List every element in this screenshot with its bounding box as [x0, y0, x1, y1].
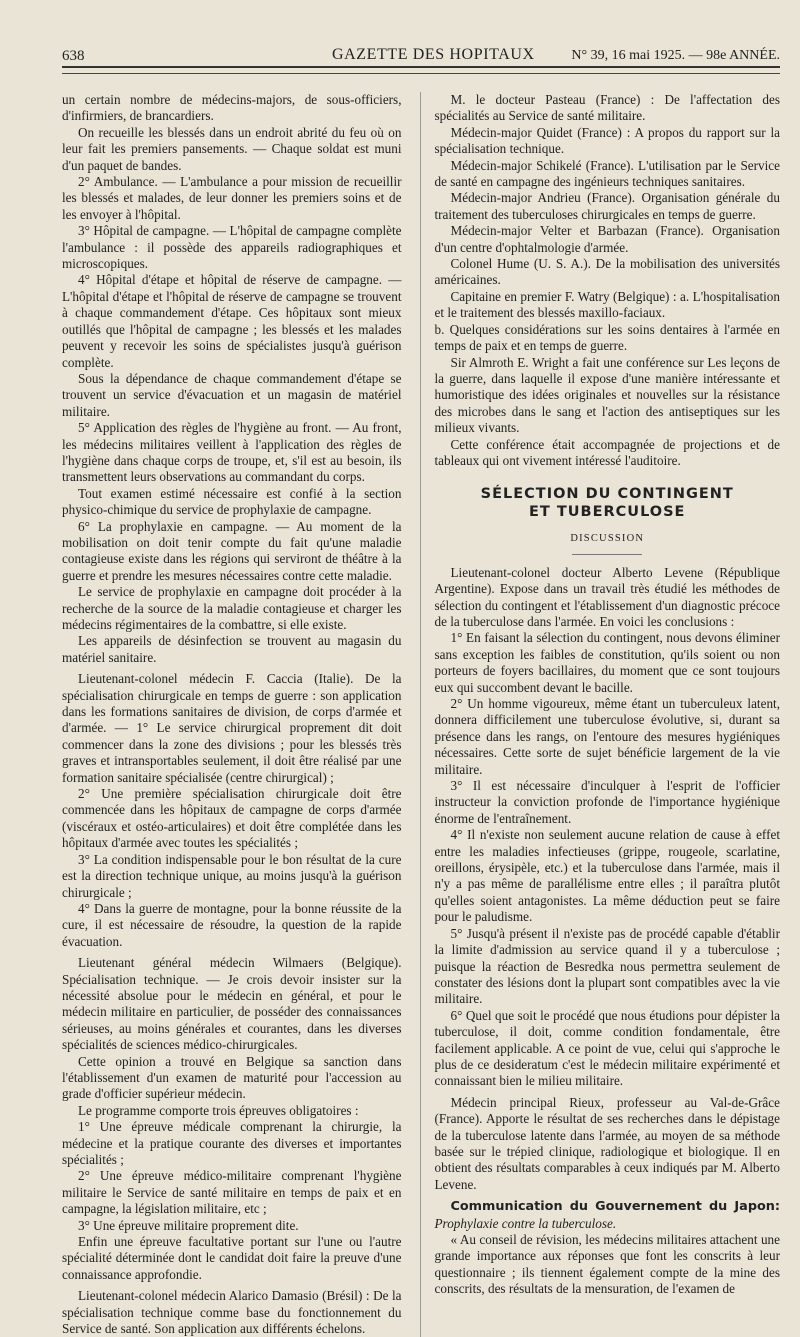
- paragraph: Capitaine en premier F. Watry (Belgique) : a. L'hospitalisation et le traitement des blessés maxillo-faciaux.: [434, 288, 780, 321]
- communication-heading: [435, 1198, 781, 1232]
- paragraph: Médecin-major Velter et Barbazan (France). Organisation d'un centre d'ophtalmologie d'armée.: [434, 223, 780, 255]
- paragraph: Cette opinion a trouvé en Belgique sa sanction dans l'établissement d'un examen de maturité pour l'accession au grade d'officier supérieur médecin.: [62, 1053, 402, 1102]
- paragraph: Enfin une épreuve facultative portant sur l'une ou l'autre spécialité déterminée dont le candidat doit faire la preuve d'une connaissance approfondie.: [62, 1234, 402, 1282]
- paragraph: un certain nombre de médecins-majors, de sous-officiers, d'infirmiers, de brancardiers.: [62, 92, 402, 124]
- paragraph: 3° La condition indispensable pour le bon résultat de la cure est la direction technique unique, au moins jusqu'à la guérison chirurgicale ;: [62, 851, 402, 900]
- paragraph: Sous la dépendance de chaque commandement d'étape se trouvent un service d'évacuation et un magasin de matériel militaire.: [62, 370, 402, 419]
- section-title: SÉLECTION DU CONTINGENT ET TUBERCULOSE: [480, 486, 734, 521]
- paragraph: Lieutenant-colonel médecin F. Caccia (Italie). De la spécialisation chirurgicale en temps de guerre : son application dans les formations sanitaires de division, de corps d'armée et d'armée. — 1° Le service chirurgical proprement dit doit commencer dans la zone des divisions ; pour les blessés très graves et intransportables seulement, il doit être réalisé par une formation sanitaire spécialisée (centre chirurgical) ;: [62, 671, 402, 785]
- paragraph: 6° Quel que soit le procédé que nous étudions pour dépister la tuberculose, il doit, comme condition fondamentale, être facilement applicable. A ce point de vue, celui qui s'approche le plus de ce desideratum c'est le médecin militaire expérimenté et connaissant bien le milieu militaire.: [434, 1007, 780, 1089]
- paragraph: 5° Application des règles de l'hygiène au front. — Au front, les médecins militaires veillent à l'application des règles de l'hygiène dans chaque corps de troupe, et, s'il est au besoin, ils transmettent leurs observations au commandant du corps.: [62, 420, 402, 485]
- paragraph: 4° Dans la guerre de montagne, pour la bonne réussite de la cure, il est nécessaire de résoudre, la question de la rapide évacuation.: [62, 900, 402, 949]
- paragraph: 6° La prophylaxie en campagne. — Au moment de la mobilisation on doit tenir compte du fait qu'une maladie contagieuse existe dans les régions qui serviront de théâtre à la guerre et prendre les mesures nécessaires contre cette maladie.: [62, 518, 402, 583]
- header-rule: [62, 71, 780, 74]
- page-header: [62, 0, 780, 68]
- paragraph: 4° Hôpital d'étape et hôpital de réserve de campagne. — L'hôpital d'étape et l'hôpital de réserve de campagne se trouvent à chaque commandement d'étape. Ces hôpitaux sont mieux outillés que l'hôpital de campagne ; les blessés et les malades peuvent y recevoir les soins de spécialistes jusqu'à guérison complète.: [62, 272, 402, 370]
- communication-title: Prophylaxie contre la tuberculose.: [434, 1215, 617, 1231]
- page-number: 638: [62, 48, 85, 64]
- paragraph: Le programme comporte trois épreuves obligatoires :: [78, 1102, 359, 1118]
- paragraph: Lieutenant-colonel docteur Alberto Levene (République Argentine). Expose dans un travail très étudié les méthodes de sélection du contingent et l'établissement d'un diagnostic précoce de la tuberculose dans l'armée. En voici les conclusions :: [434, 564, 780, 629]
- paragraph: On recueille les blessés dans un endroit abrité du feu où on leur fait les premiers pansements. — Chaque soldat est muni d'un paquet de bandes.: [62, 124, 402, 173]
- paragraph: b. Quelques considérations sur les soins dentaires à l'armée en temps de paix et en temps de guerre.: [434, 321, 780, 354]
- section-divider: [572, 554, 642, 555]
- section-subtitle: DISCUSSION: [570, 533, 645, 545]
- paragraph: M. le docteur Pasteau (France) : De l'affectation des spécialités au Service de santé militaire.: [434, 92, 780, 124]
- paragraph: 2° Ambulance. — L'ambulance a pour mission de recueillir les blessés et malades, de leur donner les premiers soins et de les envoyer à l'hôpital.: [62, 174, 402, 222]
- paragraph: Cette conférence était accompagnée de projections et de tableaux qui ont vivement intéressé l'auditoire.: [434, 436, 780, 468]
- paragraph: Tout examen estimé nécessaire est confié à la section physico-chimique du service de prophylaxie de campagne.: [62, 485, 402, 518]
- paragraph: « Au conseil de révision, les médecins militaires attachent une grande importance aux réponses que font les conscrits à leur questionnaire ; ils tiennent également compte de la mine des conscrits, des résultats de la mensuration, de l'examen de: [434, 1232, 780, 1297]
- paragraph: Colonel Hume (U. S. A.). De la mobilisation des universités américaines.: [434, 256, 780, 288]
- communication-lead: Communication du Gouvernement du Japon:: [450, 1199, 780, 1215]
- paragraph: 2° Une épreuve médico-militaire comprenant l'hygiène militaire le Service de santé militaire en temps de paix et en campagne, la législation militaire, etc ;: [62, 1168, 402, 1217]
- paragraph: 2° Un homme vigoureux, même étant un tuberculeux latent, donnera difficilement une tuberculose évolutive, si, durant sa présence dans les rangs, on l'entoure des mesures hygiéniques nécessaires. Cette sorte de sujet bénéficie largement de la vie militaire.: [434, 696, 780, 777]
- right-column: [420, 92, 781, 1337]
- paragraph: 1° En faisant la sélection du contingent, nous devons éliminer sans exception les faibles de constitution, qu'ils soient ou non porteurs de foyers bacillaires, du moment que ce sont toujours eux qui succombent devant le bacille.: [434, 630, 780, 695]
- paragraph: 3° Une épreuve militaire proprement dite.: [78, 1217, 299, 1233]
- paragraph: Médecin-major Quidet (France) : A propos du rapport sur la spécialisation technique.: [434, 124, 780, 157]
- paragraph: 5° Jusqu'à présent il n'existe pas de procédé capable d'établir la limite d'admission au service quand il y a tuberculose ; puisque la réaction de Besredka nous permettra seulement de constater des lésions dont la plupart sont compatibles avec la vie militaire.: [434, 925, 780, 1007]
- paragraph: 2° Une première spécialisation chirurgicale doit être commencée dans les hôpitaux de campagne de corps d'armée (viscéraux et ostéo-articulaires) et doit être complétée dans les hôpitaux d'armée avec toutes les spécialités ;: [62, 786, 402, 851]
- paragraph: 3° Il est nécessaire d'inculquer à l'esprit de l'officier instructeur la conviction profonde de l'importance hygiénique énorme de l'entraînement.: [434, 778, 780, 826]
- journal-title: GAZETTE DES HOPITAUX: [332, 46, 535, 63]
- paragraph: Médecin principal Rieux, professeur au Val-de-Grâce (France). Apporte le résultat de ses recherches dans le dépistage de la tuberculose latente dans l'armée, au moyen de sa méthode basée sur le trépied clinique, radiologique et biologique. Il en obtient des résultats comparables à ceux indiqués par M. Alberto Levene.: [434, 1094, 780, 1192]
- paragraph: Lieutenant-colonel médecin Alarico Damasio (Brésil) : De la spécialisation technique comme base du fonctionnement du Service de santé. Son application aux différents échelons.: [62, 1288, 402, 1337]
- paragraph: Médecin-major Schikelé (France). L'utilisation par le Service de santé en campagne des ingénieurs techniques sanitaires.: [434, 157, 780, 190]
- paragraph: Lieutenant général médecin Wilmaers (Belgique). Spécialisation technique. — Je crois devoir insister sur la nécessité absolue pour le médecin en général, et pour le médecin militaire en particulier, de posséder des connaissances sérieuses, au moins générales et courantes, dans les diverses spécialités de sciences médico-chirurgicales.: [62, 955, 402, 1053]
- paragraph: 1° Une épreuve médicale comprenant la chirurgie, la médecine et la pratique courante des diverses et importantes spécialités ;: [62, 1119, 402, 1167]
- paragraph: 4° Il n'existe non seulement aucune relation de cause à effet entre les maladies infectieuses (grippe, rougeole, scarlatine, oreillons, érysipèle, etc.) et la tuberculose dans l'armée, mais il n'y a pas même de parallélisme entre elles ; il paraîtra plutôt qu'elles soient antagonistes. La même déduction peut se faire pour le paludisme.: [434, 827, 780, 925]
- paragraph: Les appareils de désinfection se trouvent au magasin du matériel sanitaire.: [62, 633, 402, 665]
- paragraph: 3° Hôpital de campagne. — L'hôpital de campagne complète l'ambulance : il possède des appareils radiographiques et microscopiques.: [62, 223, 402, 272]
- paragraph: Sir Almroth E. Wright a fait une conférence sur Les leçons de la guerre, dans laquelle il expose d'une manière intéressante et humoristique des idées originales et nouvelles sur la résistance des microbes dans le sang et l'action des antiseptiques sur les milieux vivants.: [434, 354, 780, 436]
- left-column: [62, 92, 402, 1337]
- paragraph: Le service de prophylaxie en campagne doit procéder à la recherche de la source de la maladie contagieuse et charger les médecins régimentaires de la combattre, si elle existe.: [62, 584, 402, 632]
- issue-info: N° 39, 16 mai 1925. — 98e ANNÉE.: [571, 48, 780, 63]
- paragraph: Médecin-major Andrieu (France). Organisation générale du traitement des tuberculoses chirurgicales en temps de guerre.: [434, 190, 780, 222]
